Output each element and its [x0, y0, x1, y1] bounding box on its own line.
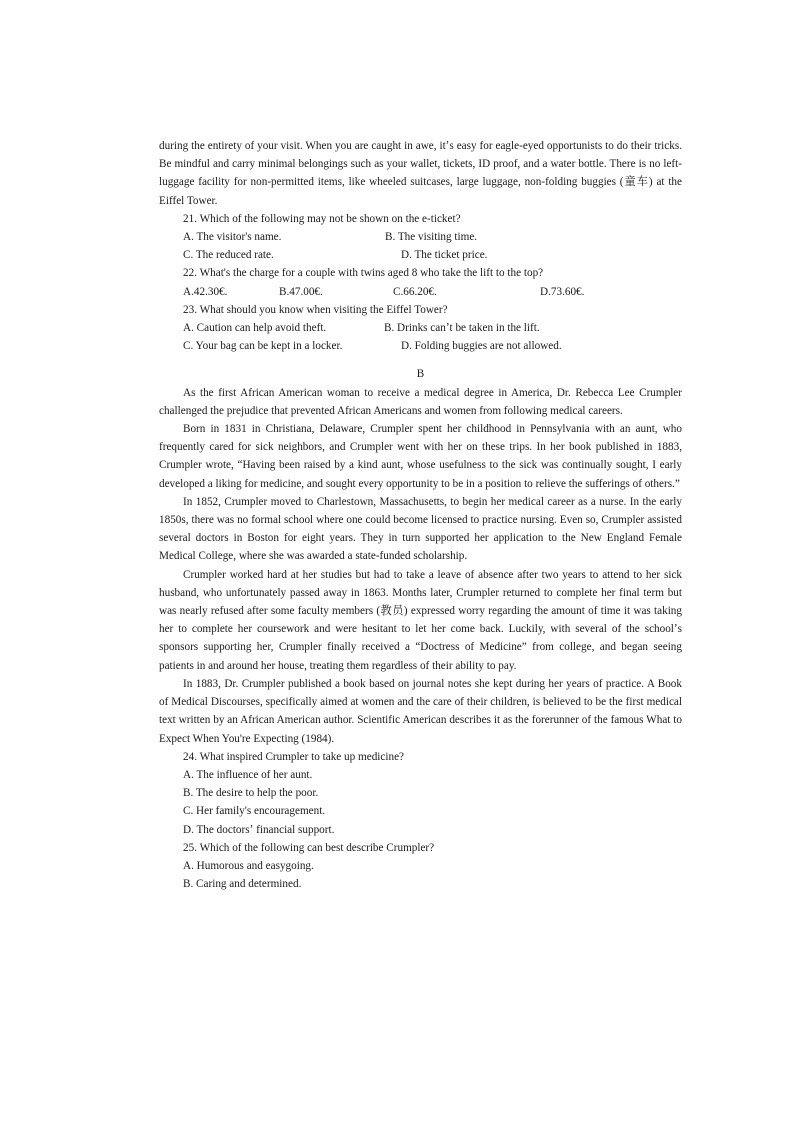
question-21-option-b: B. The visiting time. [385, 231, 478, 244]
question-22-options-row [159, 283, 682, 301]
question-23-options-row-2 [159, 337, 682, 355]
question-21 [159, 210, 682, 265]
question-21-option-c: C. The reduced rate. [183, 249, 274, 262]
question-23-option-c: C. Your bag can be kept in a locker. [183, 340, 343, 353]
question-25-stem: 25. Which of the following can best describe Crumpler? [183, 841, 435, 854]
passage-b-paragraph: Born in 1831 in Christiana, Delaware, Crumpler spent her childhood in Pennsylvania with an aunt, who frequently cared for sick neighbors, and Crumpler went with her on these trips. In her book published in 1883, Crumpler wrote, “Having been raised by a kind aunt, whose usefulness to the sick was continually sought, I early developed a liking for medicine, and sought every opportunity to be in a position to relieve the sufferings of others.” [159, 423, 682, 490]
question-25-option-a: A. Humorous and easygoing. [183, 859, 314, 872]
passage-b-paragraph: In 1883, Dr. Crumpler published a book based on journal notes she kept during her years of practice. A Book of Medical Discourses, specifically aimed at women and the care of their children, is believed to be the first medical text written by an African American author. Scientific American describes it as the forerunner of the famous What to Expect When You're Expecting (1984). [159, 677, 682, 745]
question-21-option-d: D. The ticket price. [401, 249, 488, 262]
question-23-stem: 23. What should you know when visiting the Eiffel Tower? [183, 303, 448, 316]
passage-a-tail: during the entirety of your visit. When you are caught in awe, itʼs easy for eagle-eyed opportunists to do their tricks. Be mindful and carry minimal belongings such as your wallet, tickets, ID proof, and a water bottle. There is no left-luggage facility for non-permitted items, like wheeled suitcases, large luggage, non-folding buggies (童车) at the Eiffel Tower. [159, 140, 682, 207]
question-22-option-d: D.73.60€. [540, 285, 585, 298]
question-22-option-c: C.66.20€. [393, 285, 437, 298]
question-21-option-a: A. The visitor's name. [183, 231, 282, 244]
question-25 [159, 839, 682, 894]
passage-b-paragraph: Crumpler worked hard at her studies but had to take a leave of absence after two years to attend to her sick husband, who unfortunately passed away in 1863. Months later, Crumpler returned to complete her final term but was nearly refused after some faculty members (教员) expressed worry regarding the amount of time it was taking her to complete her coursework and were hesitant to let her come back. Luckily, with several of the schoolʼs sponsors supporting her, Crumpler finally received a “Doctress of Medicine” from college, and began seeing patients in and around her house, treating them regardless of their ability to pay. [159, 568, 682, 672]
question-23-option-d: D. Folding buggies are not allowed. [401, 340, 562, 353]
question-24-stem: 24. What inspired Crumpler to take up medicine? [183, 750, 404, 763]
question-25-option-b: B. Caring and determined. [183, 878, 302, 891]
question-24-option-b: B. The desire to help the poor. [183, 787, 319, 800]
question-24-option-a: A. The influence of her aunt. [183, 768, 313, 781]
question-22 [159, 264, 682, 300]
question-21-options-row-1 [159, 228, 682, 246]
question-22-option-a: A.42.30€. [183, 285, 228, 298]
question-23-option-a: A. Caution can help avoid theft. [183, 322, 327, 335]
question-21-options-row-2 [159, 246, 682, 264]
question-23-option-b: B. Drinks canʼt be taken in the lift. [384, 322, 540, 335]
section-b-heading: B [416, 368, 425, 381]
question-23 [159, 301, 682, 356]
passage-b-paragraph: As the first African American woman to receive a medical degree in America, Dr. Rebecca Lee Crumpler challenged the prejudice that prevented African Americans and women from following medical careers. [159, 386, 682, 417]
passage-b-paragraph: In 1852, Crumpler moved to Charlestown, Massachusetts, to begin her medical career as a nurse. In the early 1850s, there was no formal school where one could become licensed to practice nursing. Even so, Crumpler assisted several doctors in Boston for eight years. They in turn supported her application to the New England Female Medical College, where she was awarded a state-funded scholarship. [159, 495, 682, 563]
question-24-option-c: C. Her family's encouragement. [183, 805, 326, 818]
question-22-stem: 22. What's the charge for a couple with twins aged 8 who take the lift to the top? [183, 267, 544, 280]
question-22-option-b: B.47.00€. [279, 285, 323, 298]
question-21-stem: 21. Which of the following may not be shown on the e-ticket? [183, 212, 461, 225]
question-24 [159, 748, 682, 839]
question-23-options-row-1 [159, 319, 682, 337]
passage-b [159, 384, 682, 748]
page-content [159, 137, 682, 893]
question-24-option-d: D. The doctorsʼ financial support. [183, 823, 335, 836]
